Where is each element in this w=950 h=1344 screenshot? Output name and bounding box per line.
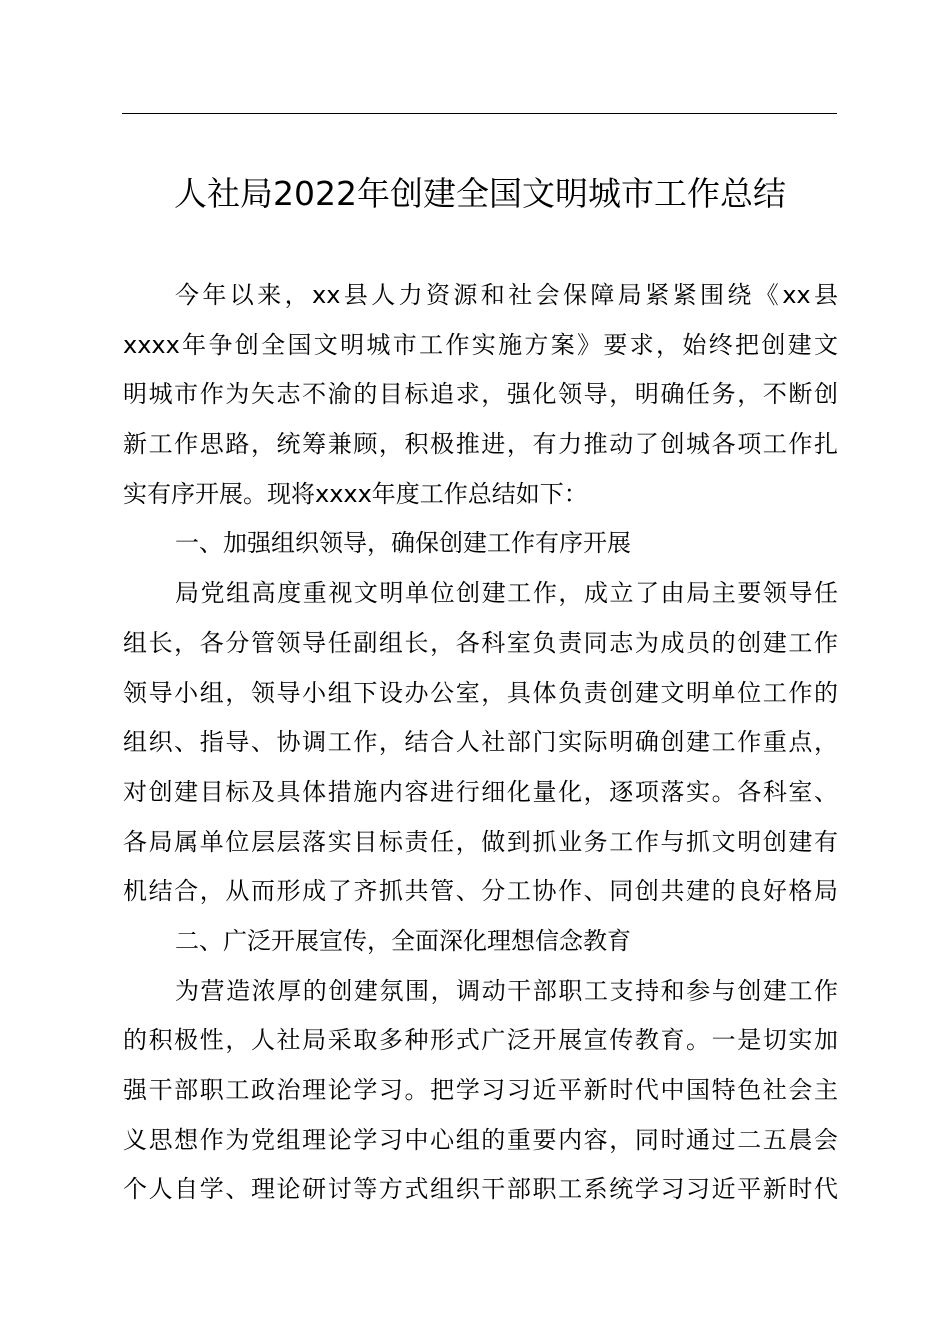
section-2-paragraph-line: 义思想作为党组理论学习中心组的重要内容，同时通过二五晨会 — [123, 1125, 838, 1154]
section-2-paragraph-line: 为营造浓厚的创建氛围，调动干部职工支持和参与创建工作 — [175, 976, 838, 1005]
section-1-paragraph-line: 领导小组，领导小组下设办公室，具体负责创建文明单位工作的 — [123, 678, 838, 707]
document-body — [123, 271, 838, 1215]
document-title: 人社局2022年创建全国文明城市工作总结 — [174, 174, 786, 213]
section-heading-2: 二、广泛开展宣传，全面深化理想信念教育 — [175, 926, 631, 955]
section-1-paragraph-line: 组长，各分管领导任副组长，各科室负责同志为成员的创建工作 — [123, 628, 838, 657]
intro-paragraph-line: 实有序开展。现将xxxx年度工作总结如下： — [123, 479, 588, 508]
section-1-paragraph-line: 局党组高度重视文明单位创建工作，成立了由局主要领导任 — [175, 579, 838, 608]
section-1-paragraph-line: 机结合，从而形成了齐抓共管、分工协作、同创共建的良好格局 — [123, 877, 838, 906]
intro-paragraph-line: 明城市作为矢志不渝的目标追求，强化领导，明确任务，不断创 — [123, 380, 838, 409]
section-2-paragraph-line: 个人自学、理论研讨等方式组织干部职工系统学习习近平新时代 — [123, 1175, 838, 1204]
section-heading-1: 一、加强组织领导，确保创建工作有序开展 — [175, 529, 631, 558]
section-2-paragraph-line: 强干部职工政治理论学习。把学习习近平新时代中国特色社会主 — [123, 1076, 838, 1104]
header-rule — [122, 113, 837, 114]
section-1-paragraph-line: 对创建目标及具体措施内容进行细化量化，逐项落实。各科室、 — [123, 777, 838, 806]
section-1-paragraph-line: 各局属单位层层落实目标责任，做到抓业务工作与抓文明创建有 — [123, 827, 838, 856]
intro-paragraph-line: 新工作思路，统筹兼顾，积极推进，有力推动了创城各项工作扎 — [123, 430, 838, 459]
section-2-paragraph-line: 的积极性，人社局采取多种形式广泛开展宣传教育。一是切实加 — [123, 1026, 838, 1055]
intro-paragraph-line: 今年以来，xx县人力资源和社会保障局紧紧围绕《xx县 — [175, 281, 838, 309]
section-1-paragraph-line: 组织、指导、协调工作，结合人社部门实际明确创建工作重点， — [123, 728, 838, 757]
intro-paragraph-line: xxxx年争创全国文明城市工作实施方案》要求，始终把创建文 — [123, 330, 838, 359]
